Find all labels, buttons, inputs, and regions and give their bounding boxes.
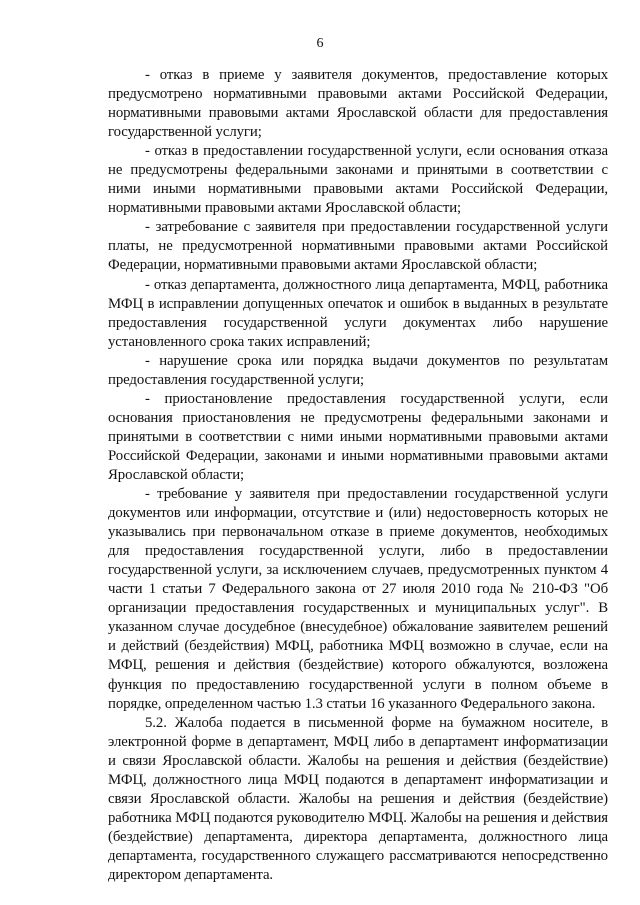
document-body [108,66,608,885]
paragraph: - требование у заявителя при предоставлении государственной услуги документов или информации, отсутствие и (или) недостоверность которых не указывались при первоначальном отказе в приеме документов, необходимых для предоставления государственной услуги, либо в предоставлении государственной услуги, за исключением случаев, предусмотренных пунктом 4 части 1 статьи 7 Федерального закона от 27 июля 2010 года № 210-ФЗ "Об организации предоставления государственных и муниципальных услуг". В указанном случае досудебное (внесудебное) обжалование заявителем решений и действий (бездействия) МФЦ, работника МФЦ возможно в случае, если на МФЦ, решения и действия (бездействие) которого обжалуются, возложена функция по предоставлению государственной услуги в полном объеме в порядке, определенном частью 1.3 статьи 16 указанного Федерального закона. [108,486,608,712]
paragraph: - нарушение срока или порядка выдачи документов по результатам предоставления государственной услуги; [108,352,608,388]
paragraph: - отказ в приеме у заявителя документов, предоставление которых предусмотрено нормативными правовыми актами Российской Федерации, нормативными правовыми актами Ярославской области для предоставления государственной услуги; [108,67,608,141]
paragraph: 5.2. Жалоба подается в письменной форме на бумажном носителе, в электронной форме в департамент, МФЦ либо в департамент информатизации и связи Ярославской области. Жалобы на решения и действия (бездействие) МФЦ, должностного лица МФЦ подаются в департамент информатизации и связи Ярославской области. Жалобы на решения и действия (бездействие) работника МФЦ подаются руководителю МФЦ. Жалобы на решения и действия (бездействие) департамента, директора департамента, должностного лица департамента, государственного служащего рассматриваются непосредственно директором департамента. [108,714,608,883]
paragraph: - отказ департамента, должностного лица департамента, МФЦ, работника МФЦ в исправлении допущенных опечаток и ошибок в выданных в результате предоставления государственной услуги документах либо нарушение установленного срока таких исправлений; [108,276,608,350]
paragraph: - приостановление предоставления государственной услуги, если основания приостановления не предусмотрены федеральными законами и принятыми в соответствии с ними иными нормативными правовыми актами Российской Федерации, законами и иными нормативными правовыми актами Ярославской области; [108,390,608,483]
paragraph: - затребование с заявителя при предоставлении государственной услуги платы, не предусмотренной нормативными правовыми актами Российской Федерации, нормативными правовыми актами Ярославской области; [108,219,608,274]
page-number: 6 [316,36,324,51]
paragraph: - отказ в предоставлении государственной услуги, если основания отказа не предусмотрены федеральными законами и принятыми в соответствии с ними иными нормативными правовыми актами Российской Федерации, нормативными правовыми актами Ярославской области; [108,143,608,217]
